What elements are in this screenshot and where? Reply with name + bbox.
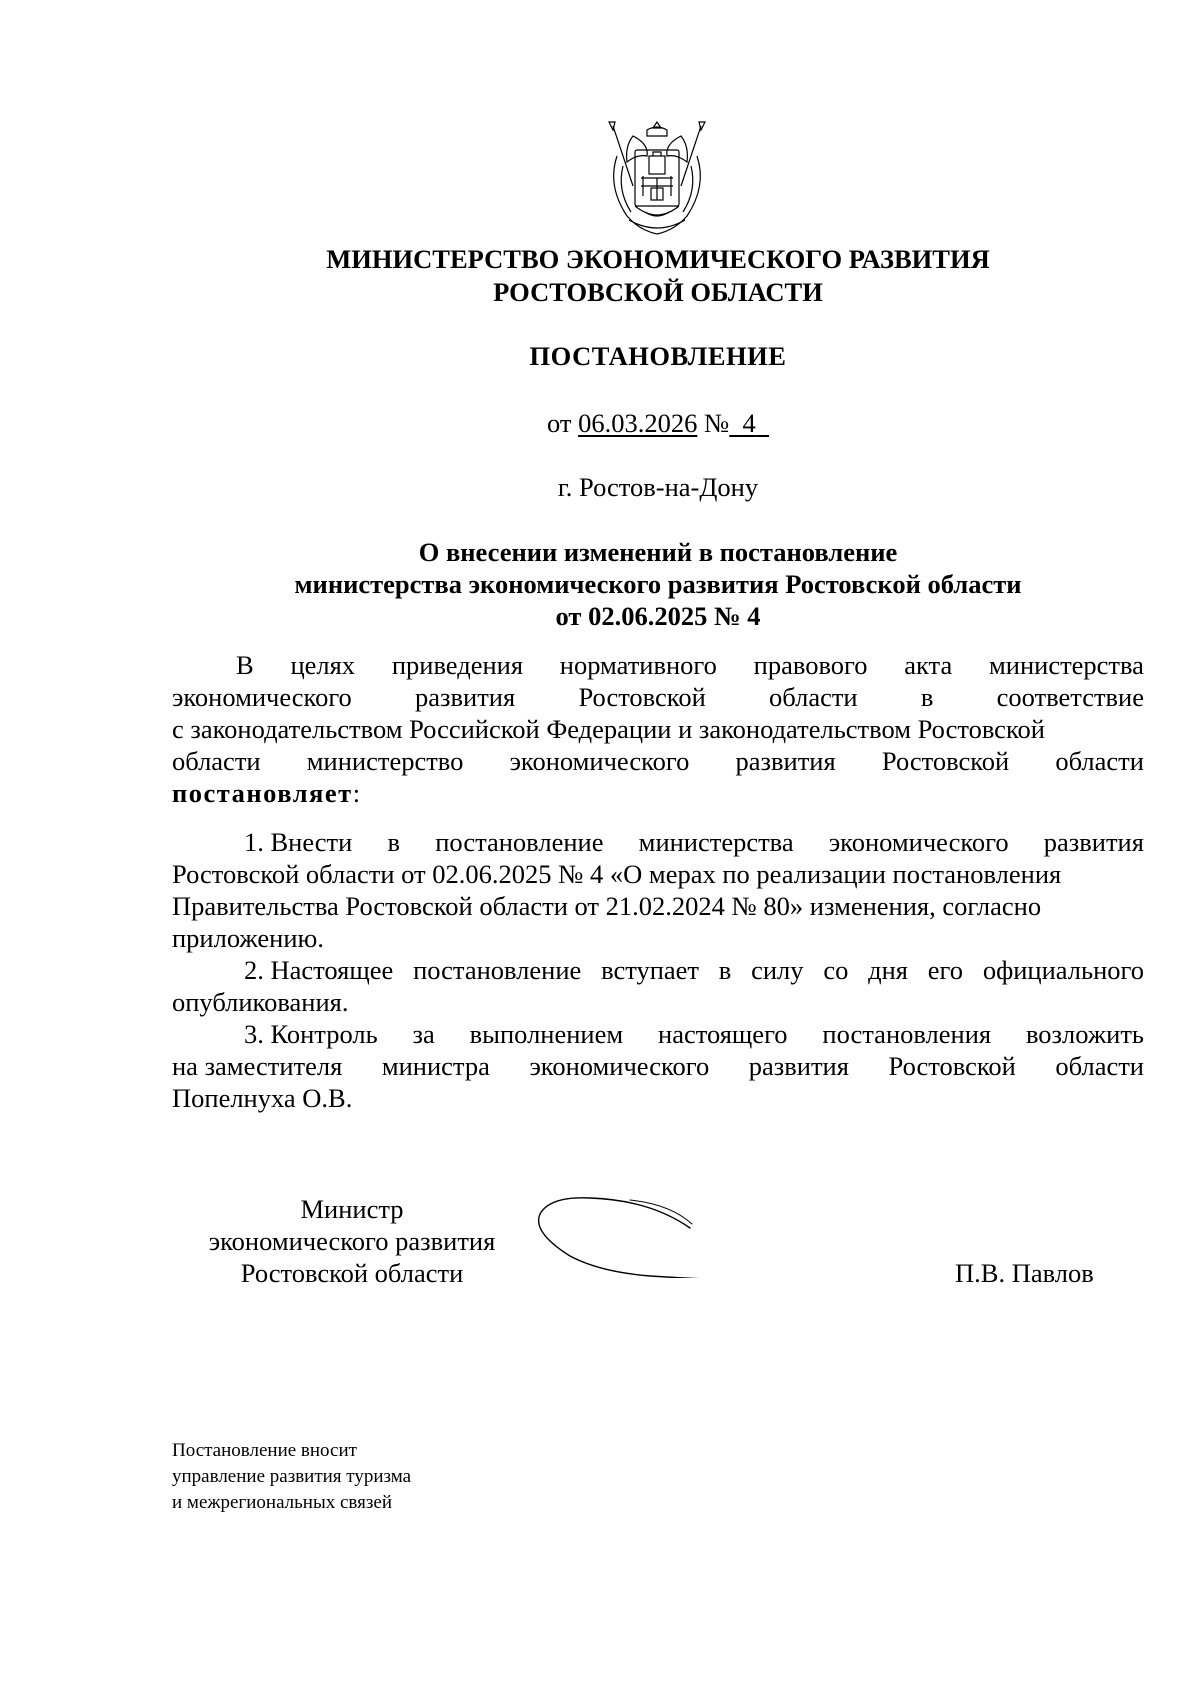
preamble-line [172, 681, 1144, 713]
item-3-line [172, 1050, 1144, 1082]
word: дня [868, 955, 908, 985]
organization-name-line1: МИНИСТЕРСТВО ЭКОНОМИЧЕСКОГО РАЗВИТИЯ [326, 244, 990, 274]
city: г. Ростов-на-Дону [557, 472, 759, 502]
item-3-text: Попелнуха О.В. [172, 1083, 353, 1113]
item-1-line [172, 858, 1144, 890]
decree-word: постановляет [172, 778, 353, 808]
word: правового [753, 650, 868, 680]
word: в [920, 682, 934, 712]
signatory-name: П.В. Павлов [955, 1258, 1094, 1288]
item-1-text: Ростовской области от 02.06.2025 № 4 «О мерах по реализации постановления [172, 859, 1062, 889]
word: 2. Настоящее [244, 955, 394, 985]
word: В [236, 650, 254, 680]
word: вступает [601, 955, 699, 985]
signatory-title-line2: экономического развития [208, 1226, 496, 1256]
number-sign: № [703, 408, 730, 438]
document-subject [172, 536, 1144, 632]
footer-line3: и межрегиональных связей [172, 1492, 392, 1513]
word: развития [735, 746, 836, 776]
word: министра [381, 1051, 490, 1081]
subject-line3: от 02.06.2025 № 4 [555, 601, 761, 631]
date-number-line [172, 407, 1144, 440]
item-1-line [172, 890, 1144, 922]
organization-name [172, 243, 1144, 309]
item-3-line [172, 1018, 1144, 1050]
word: в [718, 955, 732, 985]
word: Ростовской [578, 682, 706, 712]
word: в [387, 827, 401, 857]
subject-line2: министерства экономического развития Ростовской области [294, 569, 1022, 599]
item-3-line [172, 1082, 1144, 1114]
item-2-text: опубликования. [172, 987, 349, 1017]
item-2-line [172, 954, 1144, 986]
decree-colon: : [352, 778, 361, 808]
item-1-line [172, 826, 1144, 858]
preamble-line [172, 777, 1144, 809]
organization-name-line2: РОСТОВСКОЙ ОБЛАСТИ [493, 277, 823, 307]
word: области [769, 682, 858, 712]
word: экономического [509, 746, 690, 776]
word: министерства [638, 827, 794, 857]
word: развития [415, 682, 516, 712]
handwritten-signature [530, 1188, 860, 1278]
signatory-title [172, 1193, 532, 1289]
word: его [927, 955, 964, 985]
word: приведения [391, 650, 524, 680]
word: 1. Внести [244, 827, 353, 857]
document-date: 06.03.2026 [578, 408, 698, 438]
date-prefix: от [546, 408, 572, 438]
word: официального [982, 955, 1144, 985]
word: экономического [529, 1051, 710, 1081]
word: целях [290, 650, 356, 680]
word: Ростовской [881, 746, 1010, 776]
word: министерства [989, 650, 1144, 680]
footer-line2: управление развития туризма [172, 1466, 412, 1487]
document-number-field [729, 408, 769, 438]
item-2-line [172, 986, 1144, 1018]
signatory-title-line3: Ростовской области [240, 1258, 464, 1288]
preamble-paragraph [172, 649, 1144, 809]
item-1-text: приложению. [172, 923, 324, 953]
word: Ростовской [888, 1051, 1016, 1081]
footer-line1: Постановление вносит [172, 1440, 357, 1461]
word: министерство [306, 746, 464, 776]
word: на заместителя [172, 1051, 343, 1081]
word: настоящего [658, 1019, 788, 1049]
word: постановления [822, 1019, 992, 1049]
word: соответствие [996, 682, 1144, 712]
word: за [412, 1019, 435, 1049]
subject-line1: О внесении изменений в постановление [418, 537, 898, 567]
coat-of-arms-icon [603, 116, 711, 240]
word: возложить [1025, 1019, 1144, 1049]
item-1-text: Правительства Ростовской области от 21.02.2024 № 80» изменения, согласно [172, 891, 1042, 921]
word: силу [751, 955, 804, 985]
word: со [823, 955, 849, 985]
word: области [1055, 1051, 1144, 1081]
word: развития [748, 1051, 849, 1081]
preamble-line-text: с законодательством Российской Федерации и законодательством Ростовской [172, 714, 1045, 744]
word: акта [904, 650, 953, 680]
word: постановление [413, 955, 582, 985]
word: постановление [435, 827, 604, 857]
preamble-line [172, 745, 1144, 777]
preamble-line [172, 713, 1144, 745]
word: нормативного [559, 650, 717, 680]
decree-items [172, 826, 1144, 1114]
word: развития [1043, 827, 1144, 857]
item-1-line [172, 922, 1144, 954]
footer-note [172, 1438, 411, 1516]
word: экономического [172, 682, 352, 712]
word: области [1055, 746, 1144, 776]
document-number: 4 [742, 408, 756, 438]
word: выполнением [469, 1019, 624, 1049]
document-type: ПОСТАНОВЛЕНИЕ [529, 341, 787, 371]
signatory-title-line1: Министр [300, 1194, 404, 1224]
word: экономического [828, 827, 1009, 857]
word: 3. Контроль [244, 1019, 378, 1049]
preamble-line [172, 649, 1144, 681]
word: области [172, 746, 261, 776]
